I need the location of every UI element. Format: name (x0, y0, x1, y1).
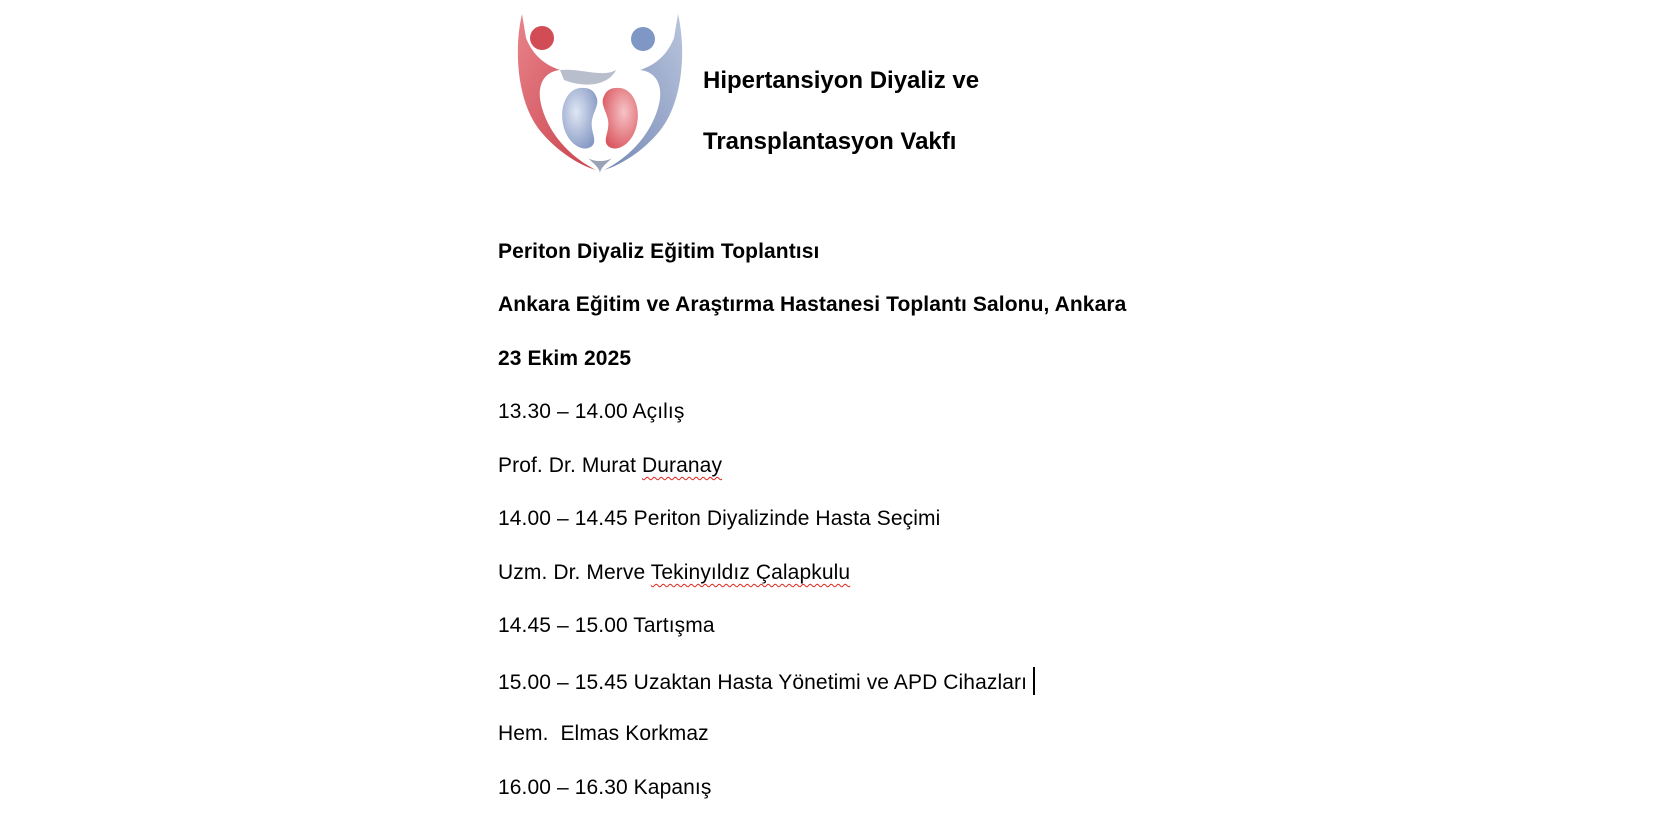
program-item-text: 15.00 – 15.45 Uzaktan Hasta Yönetimi ve APD Cihazları (498, 671, 1028, 694)
org-name-line-1: Hipertansiyon Diyaliz ve (703, 67, 980, 94)
misspelled-word[interactable]: Tekinyıldız Çalapkulu (650, 561, 851, 584)
speaker-prefix: Uzm. Dr. Merve (498, 561, 651, 584)
org-name-line-2: Transplantasyon Vakfı (703, 128, 957, 155)
program-item-discussion: 14.45 – 15.00 Tartışma (498, 614, 715, 637)
event-date: 23 Ekim 2025 (498, 347, 632, 370)
event-title: Periton Diyaliz Eğitim Toplantısı (498, 240, 820, 263)
program-speaker-3: Hem. Elmas Korkmaz (498, 722, 709, 745)
misspelled-word[interactable]: Duranay (641, 454, 723, 477)
program-item-patient-selection: 14.00 – 14.45 Periton Diyalizinde Hasta Seçimi (498, 507, 941, 530)
program-item-opening: 13.30 – 14.00 Açılış (498, 400, 685, 423)
event-venue: Ankara Eğitim ve Araştırma Hastanesi Toplantı Salonu, Ankara (498, 293, 1127, 316)
text-cursor (1033, 667, 1035, 695)
speaker-prefix: Prof. Dr. Murat (498, 454, 642, 477)
program-speaker-2 (498, 560, 850, 586)
program-speaker-1 (498, 453, 722, 479)
kidney-family-logo-icon (512, 8, 688, 176)
program-item-remote-management (498, 667, 1035, 696)
program-item-closing: 16.00 – 16.30 Kapanış (498, 776, 712, 799)
